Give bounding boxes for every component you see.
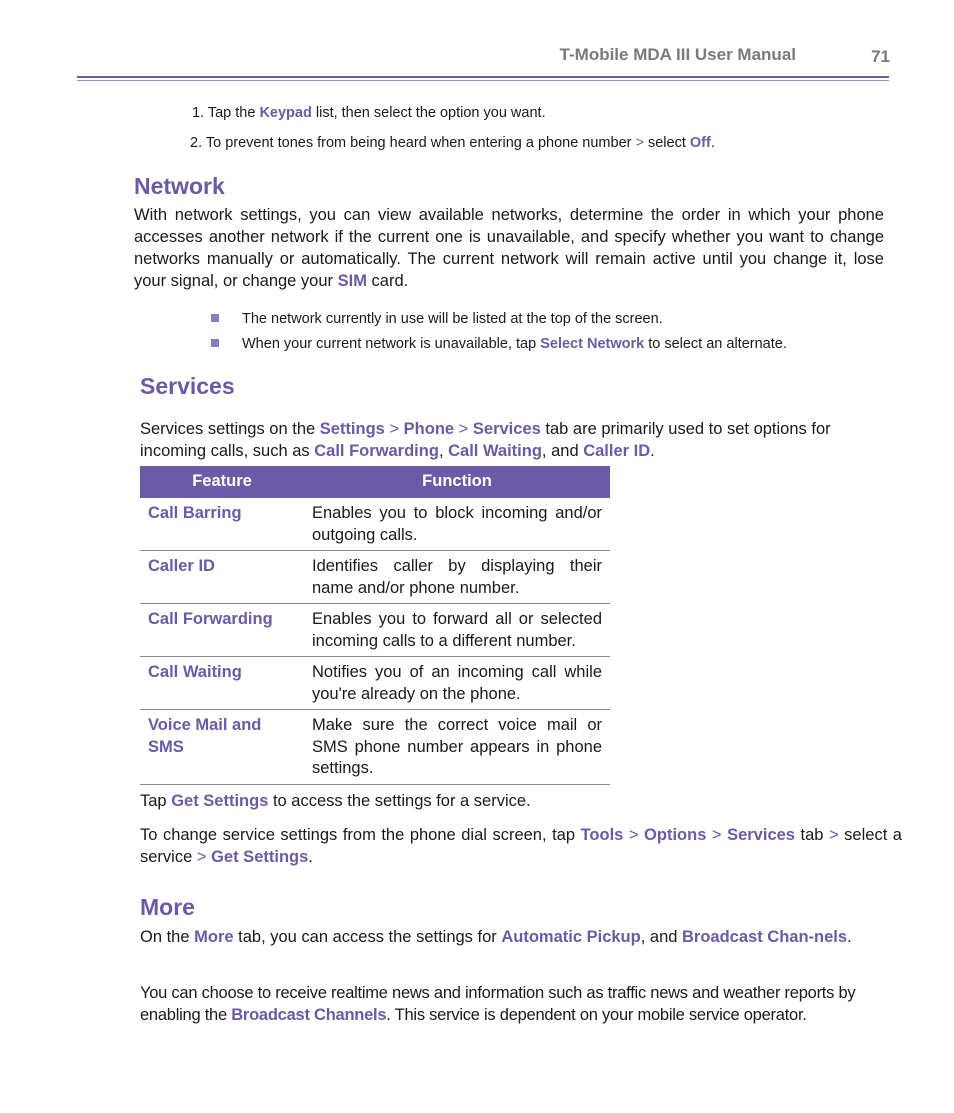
services-intro bbox=[140, 418, 892, 462]
network-bullet-2 bbox=[242, 335, 787, 353]
services-term: Services bbox=[472, 420, 541, 438]
services-intro-text: , bbox=[438, 442, 449, 460]
feature-cell: Voice Mail and SMS bbox=[140, 710, 304, 785]
get-settings-term: Get Settings bbox=[211, 848, 309, 866]
more-text-end: . This service is dependent on your mobile service operator. bbox=[386, 1006, 807, 1024]
function-cell: Enables you to forward all or selected incoming calls to a different number. bbox=[304, 604, 610, 657]
table-row bbox=[140, 657, 610, 710]
call-forwarding-term: Call Forwarding bbox=[314, 442, 439, 460]
change-text: select a service bbox=[140, 826, 902, 866]
step-2-separator: > bbox=[635, 135, 644, 151]
broadcast-channels-term: Broadcast Channels bbox=[231, 1006, 387, 1024]
more-paragraph-2 bbox=[140, 982, 908, 1026]
table-header-row bbox=[140, 466, 610, 498]
tools-term: Tools bbox=[580, 826, 624, 844]
change-text: tab bbox=[794, 826, 829, 844]
feature-cell: Caller ID bbox=[140, 551, 304, 604]
bullet-2-text-end: to select an alternate. bbox=[644, 336, 787, 352]
path-separator: > bbox=[454, 420, 473, 438]
more-text: , and bbox=[640, 928, 683, 946]
tap-text-end: to access the settings for a service. bbox=[268, 792, 531, 810]
path-separator: > bbox=[196, 848, 207, 866]
header-rule bbox=[77, 76, 889, 78]
feature-cell: Call Forwarding bbox=[140, 604, 304, 657]
step-2-text-end: . bbox=[710, 135, 715, 151]
step-2 bbox=[190, 134, 715, 152]
step-1-text: 1. Tap the bbox=[192, 105, 260, 121]
keypad-term: Keypad bbox=[259, 105, 312, 121]
more-term: More bbox=[194, 928, 234, 946]
function-cell: Notifies you of an incoming call while you're already on the phone. bbox=[304, 657, 610, 710]
column-header-function: Function bbox=[304, 466, 610, 498]
network-bullet-1: The network currently in use will be listed at the top of the screen. bbox=[242, 311, 663, 327]
more-text: On the bbox=[140, 928, 195, 946]
more-text: You can choose to receive realtime news and information such as traffic news and weather reports by enabling the bbox=[140, 984, 856, 1024]
services-feature-table bbox=[140, 466, 610, 785]
automatic-pickup-term: Automatic Pickup bbox=[501, 928, 641, 946]
network-paragraph bbox=[134, 204, 884, 292]
column-header-feature: Feature bbox=[140, 466, 304, 498]
step-1 bbox=[192, 104, 546, 122]
more-text-end: . bbox=[847, 928, 852, 946]
table-row bbox=[140, 498, 610, 551]
network-paragraph-text: With network settings, you can view available networks, determine the order in which your phone accesses another network if the current one is unavailable, and specify whether you want to change networks manually or automatically. The current network will remain active until you change it, lose your signal, or change your bbox=[134, 206, 884, 290]
function-cell: Make sure the correct voice mail or SMS phone number appears in phone settings. bbox=[304, 710, 610, 785]
path-separator: > bbox=[829, 826, 839, 844]
square-bullet-icon bbox=[211, 339, 219, 347]
get-settings-paragraph bbox=[140, 790, 531, 812]
services-intro-text: , and bbox=[541, 442, 584, 460]
function-cell: Enables you to block incoming and/or outgoing calls. bbox=[304, 498, 610, 551]
broadcast-channels-term: Broadcast Chan-nels bbox=[682, 928, 848, 946]
step-2-text-mid: select bbox=[643, 135, 690, 151]
phone-term: Phone bbox=[403, 420, 455, 438]
step-2-text: 2. To prevent tones from being heard when entering a phone number bbox=[190, 135, 636, 151]
services-intro-text: tab are primarily used to set options for incoming calls, such as bbox=[140, 420, 831, 460]
header-rule-thin bbox=[77, 80, 889, 81]
settings-term: Settings bbox=[319, 420, 385, 438]
sim-term: SIM bbox=[337, 272, 367, 290]
get-settings-term: Get Settings bbox=[171, 792, 269, 810]
path-separator: > bbox=[623, 826, 645, 844]
change-settings-paragraph bbox=[140, 824, 902, 868]
more-text: tab, you can access the settings for bbox=[233, 928, 502, 946]
table-row bbox=[140, 604, 610, 657]
more-paragraph-1 bbox=[140, 926, 904, 948]
table-row bbox=[140, 710, 610, 785]
feature-cell: Call Waiting bbox=[140, 657, 304, 710]
step-1-text-end: list, then select the option you want. bbox=[311, 105, 546, 121]
bullet-2-text: When your current network is unavailable, tap bbox=[242, 336, 541, 352]
call-waiting-term: Call Waiting bbox=[448, 442, 542, 460]
tap-text: Tap bbox=[140, 792, 172, 810]
services-heading: Services bbox=[140, 373, 235, 399]
feature-cell: Call Barring bbox=[140, 498, 304, 551]
more-heading: More bbox=[140, 894, 195, 920]
options-term: Options bbox=[644, 826, 707, 844]
page-number: 71 bbox=[871, 47, 890, 66]
function-cell: Identifies caller by displaying their name and/or phone number. bbox=[304, 551, 610, 604]
services-term: Services bbox=[727, 826, 795, 844]
caller-id-term: Caller ID bbox=[583, 442, 651, 460]
network-paragraph-end: card. bbox=[366, 272, 409, 290]
square-bullet-icon bbox=[211, 314, 219, 322]
table-row bbox=[140, 551, 610, 604]
path-separator: > bbox=[706, 826, 728, 844]
change-text: To change service settings from the phone dial screen, tap bbox=[140, 826, 581, 844]
running-header-title: T-Mobile MDA III User Manual bbox=[559, 45, 796, 64]
select-network-term: Select Network bbox=[540, 336, 645, 352]
change-text-end: . bbox=[308, 848, 313, 866]
services-intro-text: . bbox=[650, 442, 655, 460]
services-intro-text: Services settings on the bbox=[140, 420, 320, 438]
off-term: Off bbox=[689, 135, 711, 151]
network-heading: Network bbox=[134, 173, 225, 199]
path-separator: > bbox=[384, 420, 404, 438]
